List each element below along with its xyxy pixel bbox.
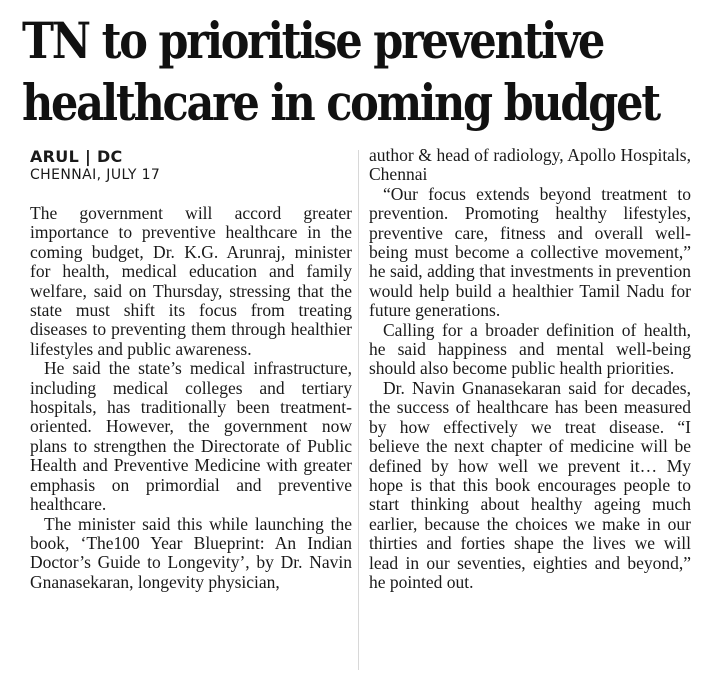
headline-line-1: TN to prioritise preventive	[22, 11, 604, 70]
dateline: CHENNAI, JULY 17	[30, 167, 161, 183]
article-column-1	[30, 204, 352, 592]
paragraph: The minister said this while launching the book, ‘The100 Year Blueprint: An Indian Doctor’s Guide to Longevity’, by Dr. Navin Gnanasekaran, longevity physician,	[30, 513, 352, 592]
paragraph: “Our focus extends beyond treatment to prevention. Promoting healthy lifestyles, preventive care, fitness and overall well-being must become a collective movement,” he said, adding that investments in prevention would help build a healthier Tamil Nadu for future generations.	[369, 183, 691, 321]
headline-line-2: healthcare in coming budget	[22, 73, 659, 132]
paragraph: author & head of radiology, Apollo Hospitals, Chennai	[369, 145, 691, 185]
byline: ARUL | DC	[30, 147, 123, 166]
column-divider	[358, 150, 359, 670]
paragraph: Calling for a broader definition of health, he said happiness and mental well-being should also become public health priorities.	[369, 319, 691, 379]
paragraph: Dr. Navin Gnanasekaran said for decades, the success of healthcare has been measured by how effectively we treat disease. “I believe the next chapter of medicine will be defined by how well we prevent it… My hope is that this book encourages people to start thinking about healthy ageing much earlier, because the choices we make in our thirties and forties shape the lives we will lead in our seventies, eighties and beyond,” he pointed out.	[369, 377, 691, 592]
paragraph: He said the state’s medical infrastructure, including medical colleges and tertiary hospitals, has traditionally been treatment-oriented. However, the government now plans to strengthen the Directorate of Public Health and Preventive Medicine with greater emphasis on primordial and preventive healthcare.	[30, 358, 352, 515]
headline	[22, 10, 659, 134]
article-column-2	[369, 146, 691, 592]
paragraph: The government will accord greater importance to preventive healthcare in the coming budget, Dr. K.G. Arunraj, minister for health, medical education and family welfare, said on Thursday, stressing that the state must shift its focus from treating diseases to preventing them through healthier lifestyles and public awareness.	[30, 203, 352, 359]
